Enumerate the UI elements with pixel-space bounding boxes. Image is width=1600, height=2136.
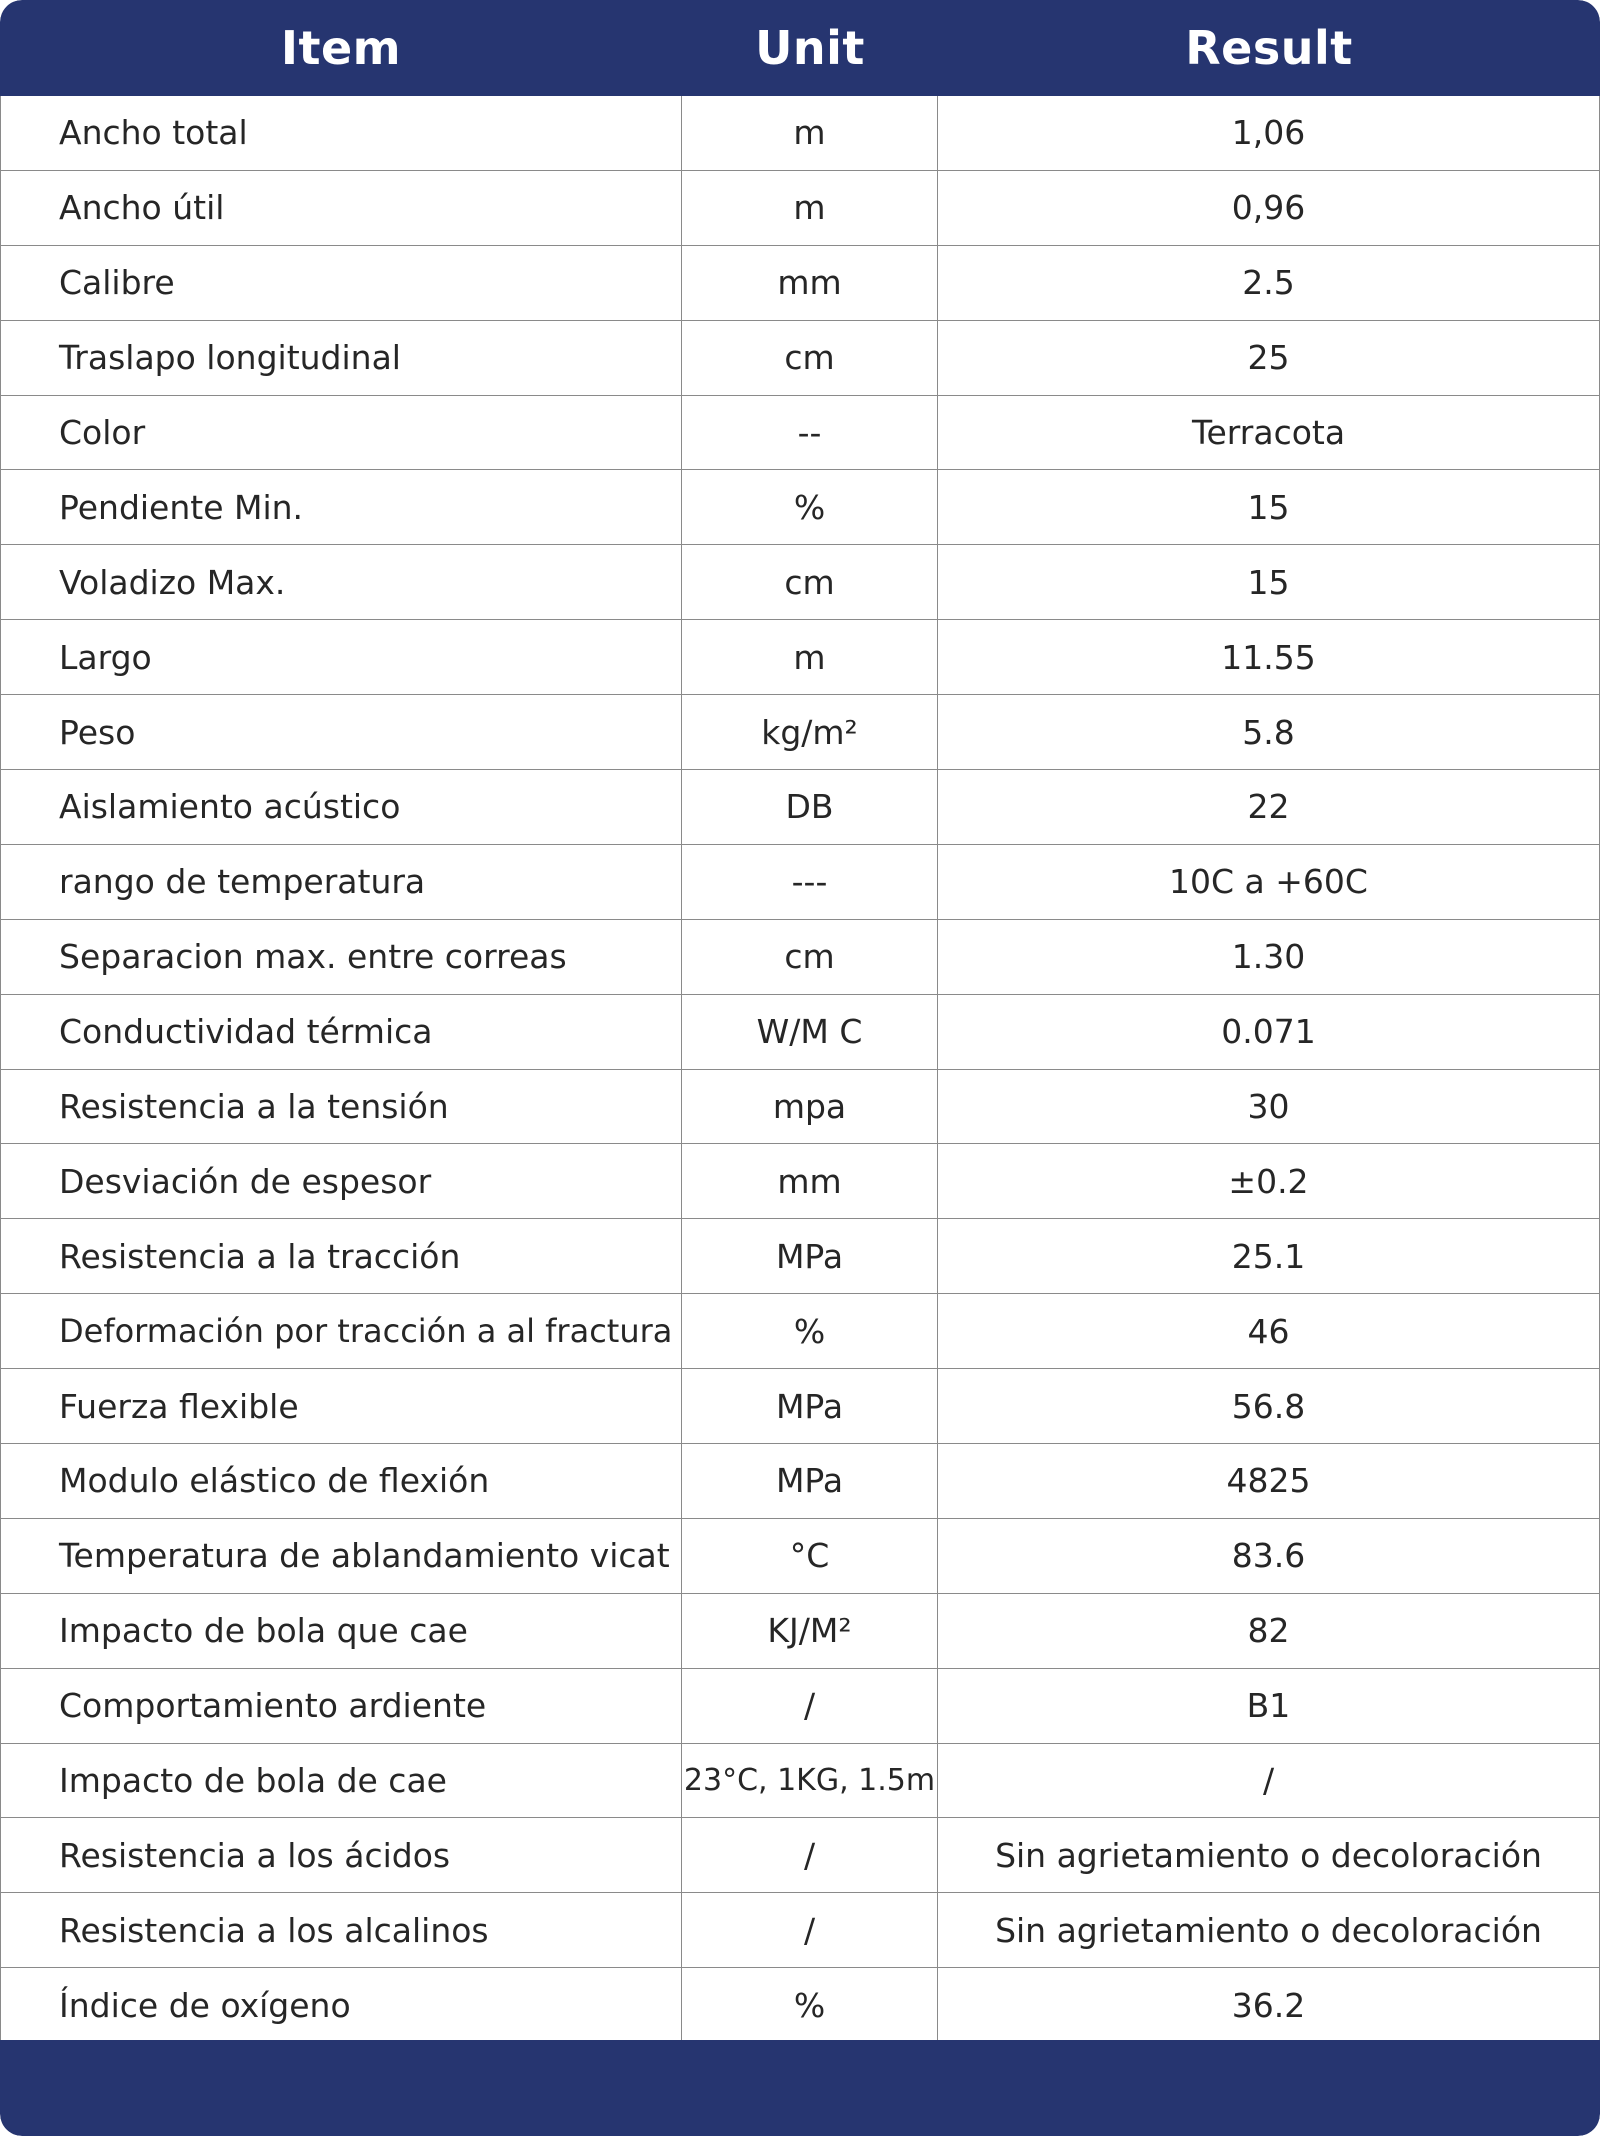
item-cell: Resistencia a los alcalinos <box>0 1893 682 1967</box>
table-row <box>0 695 1600 770</box>
item-cell: Fuerza flexible <box>0 1369 682 1443</box>
unit-cell: -- <box>682 396 938 470</box>
table-row <box>0 1219 1600 1294</box>
unit-cell: DB <box>682 770 938 844</box>
table-row <box>0 1144 1600 1219</box>
unit-cell: / <box>682 1893 938 1967</box>
table-row <box>0 1968 1600 2043</box>
unit-cell: % <box>682 1294 938 1368</box>
result-cell: Sin agrietamiento o decoloración <box>938 1893 1600 1967</box>
unit-cell: MPa <box>682 1369 938 1443</box>
unit-cell: m <box>682 171 938 245</box>
unit-cell: --- <box>682 845 938 919</box>
result-cell: ±0.2 <box>938 1144 1600 1218</box>
unit-cell: cm <box>682 920 938 994</box>
table-row <box>0 396 1600 471</box>
item-cell: Comportamiento ardiente <box>0 1669 682 1743</box>
table-header <box>0 0 1600 96</box>
table-row <box>0 545 1600 620</box>
result-cell: 5.8 <box>938 695 1600 769</box>
result-cell: Terracota <box>938 396 1600 470</box>
unit-cell: m <box>682 96 938 170</box>
result-cell: B1 <box>938 1669 1600 1743</box>
item-cell: Pendiente Min. <box>0 470 682 544</box>
item-cell: Ancho útil <box>0 171 682 245</box>
unit-cell: / <box>682 1669 938 1743</box>
item-cell: Resistencia a la tensión <box>0 1070 682 1144</box>
item-cell: Impacto de bola que cae <box>0 1594 682 1668</box>
unit-cell: mm <box>682 1144 938 1218</box>
result-cell: 0,96 <box>938 171 1600 245</box>
table-row <box>0 920 1600 995</box>
result-cell: 82 <box>938 1594 1600 1668</box>
table-footer-bar <box>0 2040 1600 2136</box>
table-row <box>0 995 1600 1070</box>
table-row <box>0 1669 1600 1744</box>
item-cell: Índice de oxígeno <box>0 1968 682 2043</box>
table-row <box>0 1369 1600 1444</box>
item-cell: rango de temperatura <box>0 845 682 919</box>
item-cell: Deformación por tracción a al fractura <box>0 1294 682 1368</box>
item-cell: Separacion max. entre correas <box>0 920 682 994</box>
unit-cell: % <box>682 1968 938 2043</box>
result-cell: 0.071 <box>938 995 1600 1069</box>
unit-cell: °C <box>682 1519 938 1593</box>
item-cell: Calibre <box>0 246 682 320</box>
unit-cell: MPa <box>682 1444 938 1518</box>
result-cell: 1,06 <box>938 96 1600 170</box>
item-cell: Temperatura de ablandamiento vicat <box>0 1519 682 1593</box>
unit-cell: cm <box>682 545 938 619</box>
table-row <box>0 246 1600 321</box>
table-row <box>0 1444 1600 1519</box>
table-body <box>0 96 1600 2043</box>
unit-cell: mm <box>682 246 938 320</box>
result-cell: 56.8 <box>938 1369 1600 1443</box>
item-cell: Voladizo Max. <box>0 545 682 619</box>
table-row <box>0 620 1600 695</box>
unit-cell: W/M C <box>682 995 938 1069</box>
table-row <box>0 1818 1600 1893</box>
table-row <box>0 321 1600 396</box>
item-cell: Conductividad térmica <box>0 995 682 1069</box>
unit-cell: m <box>682 620 938 694</box>
result-cell: / <box>938 1744 1600 1818</box>
result-cell: 25 <box>938 321 1600 395</box>
table-row <box>0 171 1600 246</box>
table-row <box>0 470 1600 545</box>
result-cell: 15 <box>938 470 1600 544</box>
result-cell: 46 <box>938 1294 1600 1368</box>
header-unit: Unit <box>755 21 865 75</box>
result-cell: 30 <box>938 1070 1600 1144</box>
item-cell: Ancho total <box>0 96 682 170</box>
item-cell: Desviación de espesor <box>0 1144 682 1218</box>
table-row <box>0 1519 1600 1594</box>
unit-cell: cm <box>682 321 938 395</box>
unit-cell: kg/m² <box>682 695 938 769</box>
item-cell: Resistencia a los ácidos <box>0 1818 682 1892</box>
unit-cell: % <box>682 470 938 544</box>
result-cell: 25.1 <box>938 1219 1600 1293</box>
result-cell: 36.2 <box>938 1968 1600 2043</box>
table-row <box>0 1070 1600 1145</box>
item-cell: Peso <box>0 695 682 769</box>
result-cell: 4825 <box>938 1444 1600 1518</box>
table-row <box>0 1893 1600 1968</box>
unit-cell: KJ/M² <box>682 1594 938 1668</box>
item-cell: Color <box>0 396 682 470</box>
item-cell: Impacto de bola de cae <box>0 1744 682 1818</box>
item-cell: Largo <box>0 620 682 694</box>
result-cell: 2.5 <box>938 246 1600 320</box>
result-cell: 83.6 <box>938 1519 1600 1593</box>
item-cell: Aislamiento acústico <box>0 770 682 844</box>
result-cell: 1.30 <box>938 920 1600 994</box>
result-cell: 15 <box>938 545 1600 619</box>
result-cell: 10C a +60C <box>938 845 1600 919</box>
header-result: Result <box>1185 21 1353 75</box>
unit-cell: MPa <box>682 1219 938 1293</box>
item-cell: Traslapo longitudinal <box>0 321 682 395</box>
table-row <box>0 96 1600 171</box>
unit-cell: 23°C, 1KG, 1.5m <box>682 1744 938 1818</box>
unit-cell: / <box>682 1818 938 1892</box>
result-cell: 11.55 <box>938 620 1600 694</box>
table-row <box>0 1294 1600 1369</box>
item-cell: Modulo elástico de flexión <box>0 1444 682 1518</box>
result-cell: Sin agrietamiento o decoloración <box>938 1818 1600 1892</box>
table-row <box>0 770 1600 845</box>
unit-cell: mpa <box>682 1070 938 1144</box>
table-row <box>0 845 1600 920</box>
item-cell: Resistencia a la tracción <box>0 1219 682 1293</box>
table-row <box>0 1744 1600 1819</box>
result-cell: 22 <box>938 770 1600 844</box>
header-item: Item <box>280 21 402 75</box>
table-row <box>0 1594 1600 1669</box>
